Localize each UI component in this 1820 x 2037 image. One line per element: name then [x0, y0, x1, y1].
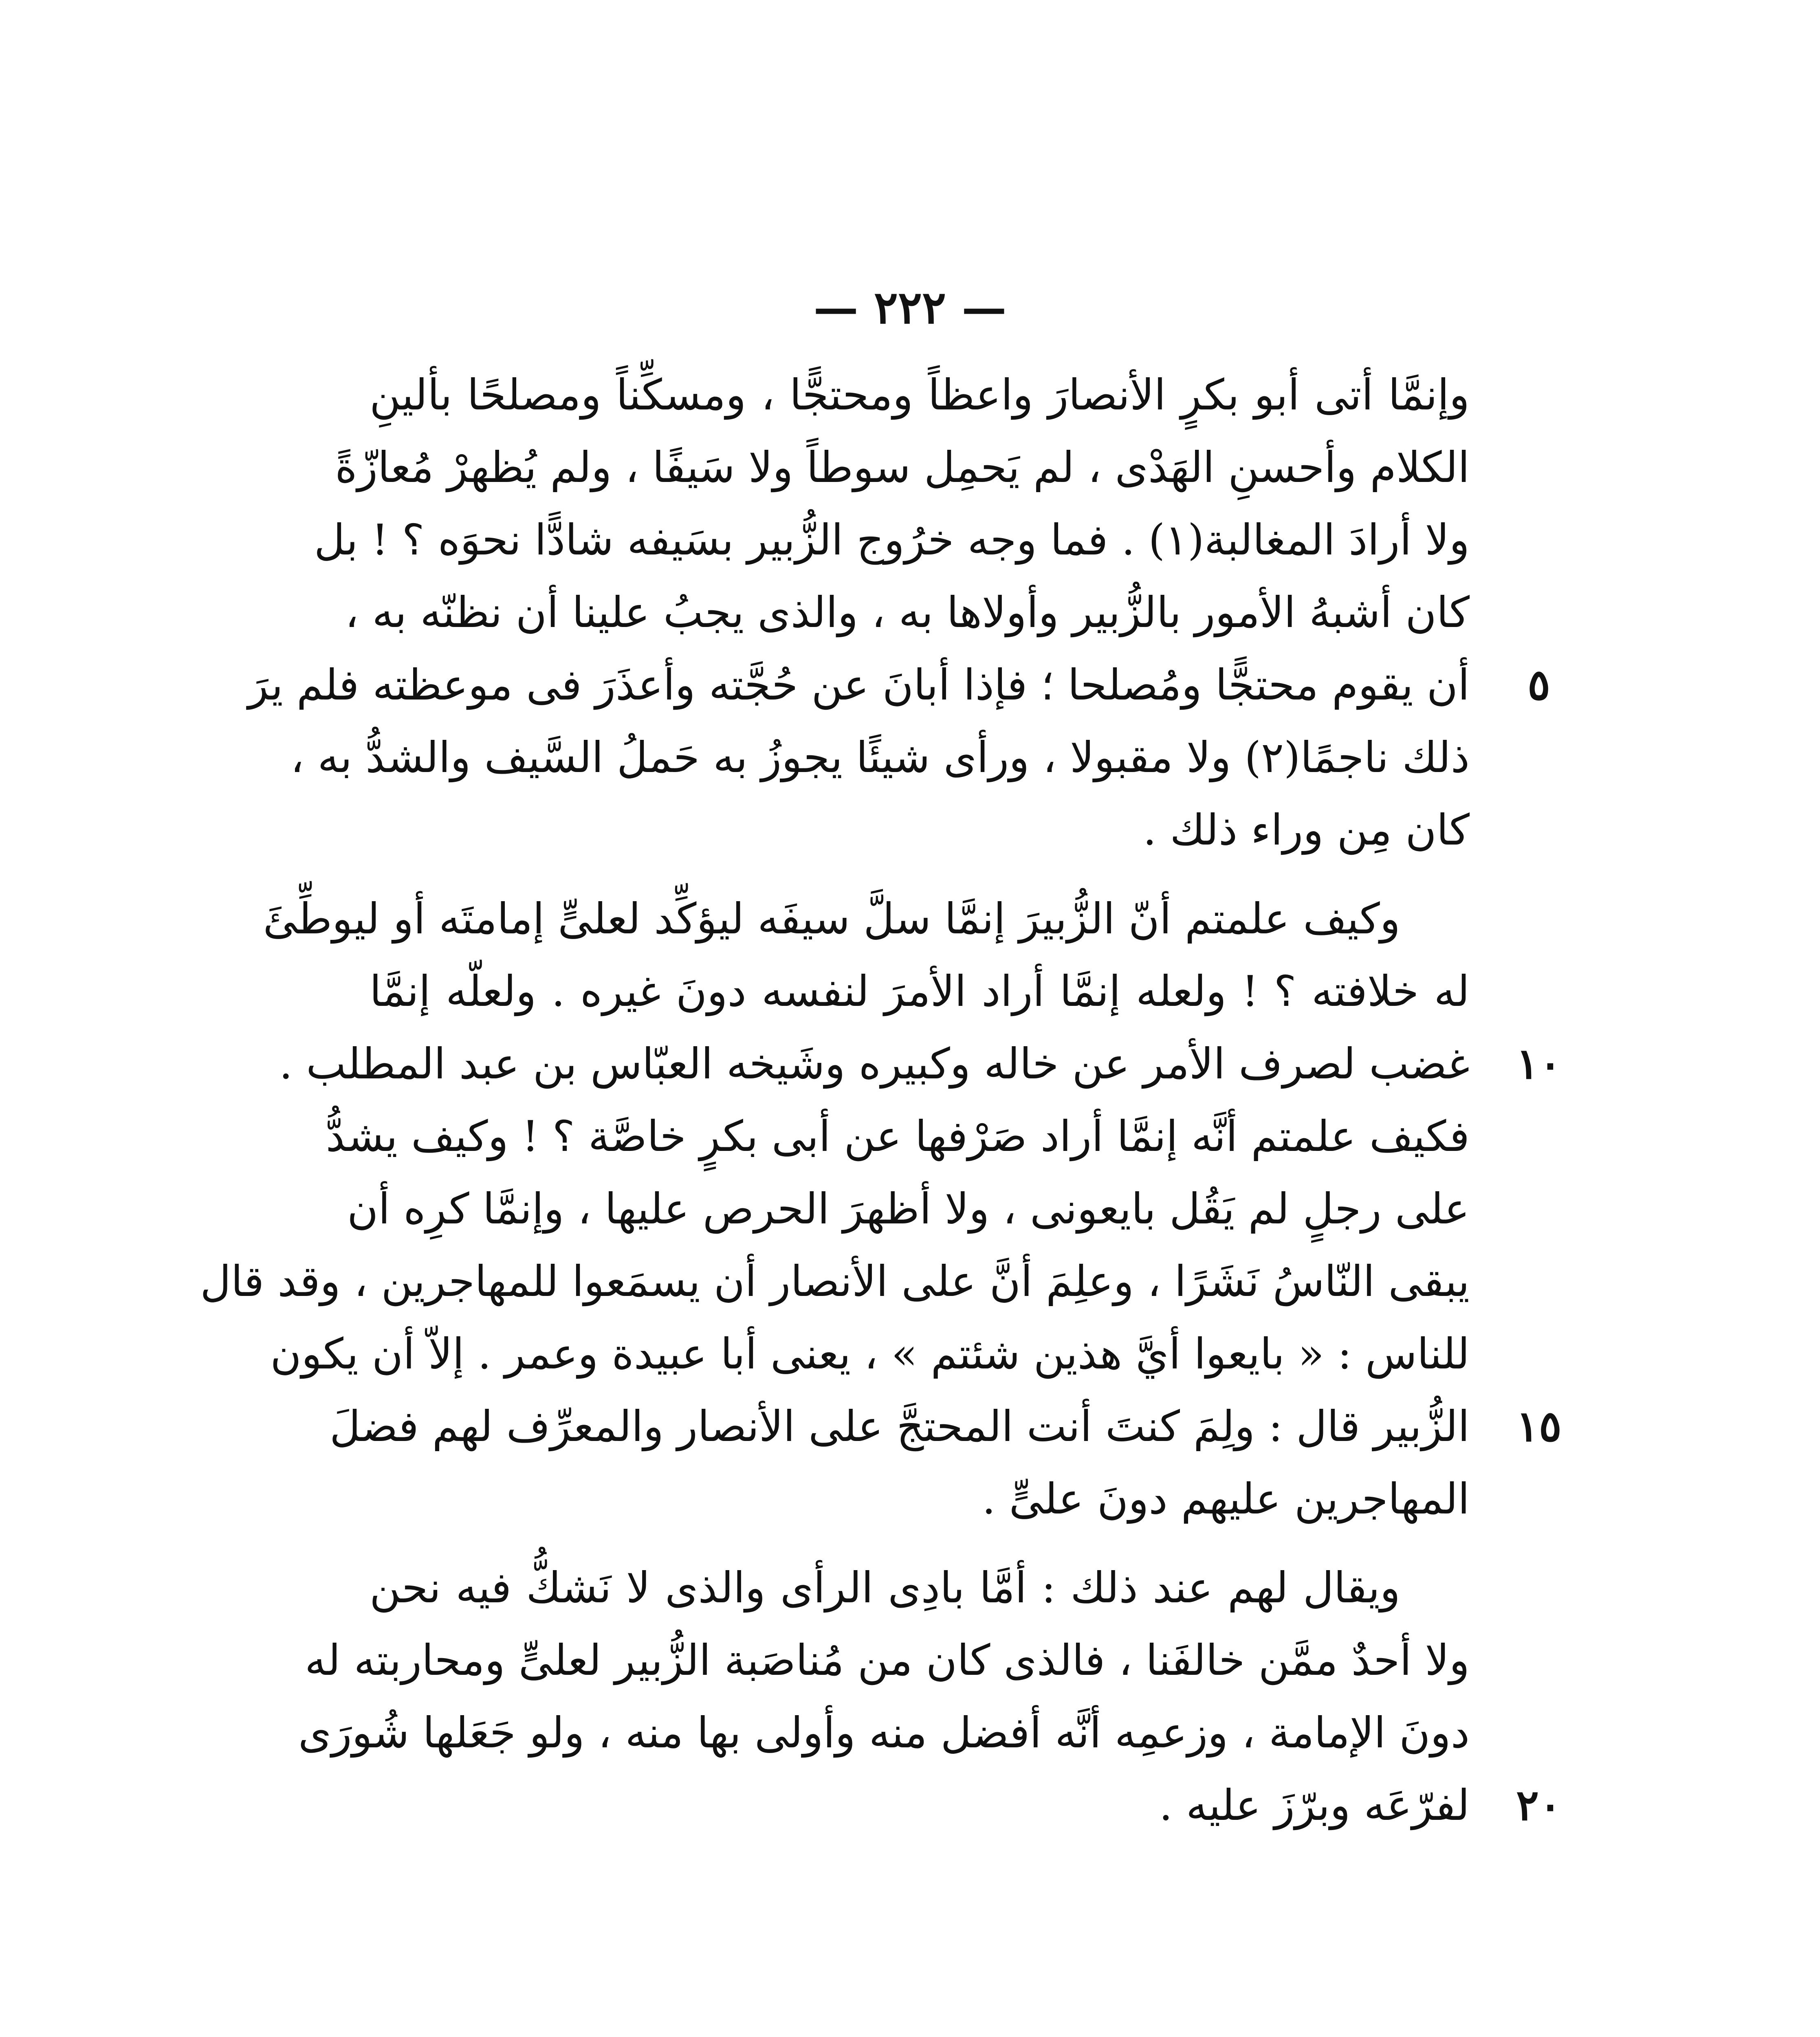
- text-line: [290, 721, 1470, 794]
- line-text: فكيف علمتم أنَّه إنمَّا أراد صَرْفها عن أبى بكرٍ خاصَّة ؟ ! وكيف يشدُّ: [326, 1111, 1470, 1161]
- text-line: [345, 576, 1470, 649]
- line-text: كان مِن وراء ذلك .: [1143, 805, 1470, 855]
- line-text: ولا أحدٌ ممَّن خالفَنا ، فالذى كان من مُناصَبة الزُّبير لعلىٍّ ومحاربته له: [305, 1635, 1470, 1685]
- text-line: [370, 1463, 1470, 1535]
- line-text: يبقى النّاسُ نَشَرًا ، وعلِمَ أنَّ على الأنصار أن يسمَعوا للمهاجرين ، وقد قال: [200, 1256, 1470, 1306]
- page-number: — ٢٢٢ —: [813, 281, 1007, 334]
- paragraph: [200, 882, 1562, 1535]
- line-text: لفرّعَه وبرّزَ عليه .: [1159, 1780, 1470, 1830]
- line-number: ١٥: [1516, 1401, 1562, 1451]
- line-number: ٢٠: [1516, 1780, 1562, 1830]
- text-line: [370, 359, 1470, 431]
- line-text: على رجلٍ لم يَقُل بايعونى ، ولا أظهرَ الحرص عليها ، وإنمَّا كرِه أن: [347, 1184, 1470, 1234]
- paragraph-gap: [370, 1535, 1470, 1551]
- text-line: [314, 504, 1470, 576]
- text-line: [335, 431, 1470, 504]
- line-number: ١٠: [1516, 1038, 1562, 1089]
- text-line: [326, 1100, 1470, 1172]
- line-text: غضب لصرف الأمر عن خاله وكبيره وشَيخه العبّاس بن عبد المطلب .: [279, 1039, 1470, 1089]
- text-line: [263, 882, 1470, 955]
- text-line: [330, 1390, 1562, 1463]
- paragraph: [298, 1551, 1562, 1841]
- text-line: [298, 1696, 1470, 1769]
- line-text: وإنمَّا أتى أبو بكرٍ الأنصارَ واعظاً ومحتجًّا ، ومسكِّناً ومصلحًا بألينِ: [370, 370, 1470, 420]
- line-number: ٥: [1527, 660, 1550, 710]
- text-line: [270, 1318, 1470, 1390]
- text-line: [279, 1027, 1562, 1100]
- line-text: ذلك ناجمًا(٢) ولا مقبولا ، ورأى شيئًا يجوزُ به حَملُ السَّيف والشدُّ به ،: [290, 733, 1470, 782]
- line-text: المهاجرين عليهم دونَ علىٍّ .: [982, 1474, 1470, 1524]
- line-text: ويقال لهم عند ذلك : أمَّا بادِى الرأى والذى لا نَشكُّ فيه نحن: [370, 1563, 1400, 1612]
- line-text: وكيف علمتم أنّ الزُّبيرَ إنمَّا سلَّ سيفَه ليؤكِّد لعلىٍّ إمامتَه أو ليوطِّئَ: [263, 894, 1400, 944]
- text-line: [248, 649, 1550, 721]
- paragraph-gap: [370, 866, 1470, 882]
- line-text: الزُّبير قال : ولِمَ كنتَ أنت المحتجَّ على الأنصار والمعرِّف لهم فضلَ: [330, 1401, 1470, 1451]
- paragraph: [248, 359, 1550, 866]
- text-line: [370, 1769, 1562, 1841]
- line-text: ولا أرادَ المغالبة(١) . فما وجه خرُوج الزُّبير بسَيفه شادًّا نحوَه ؟ ! بل: [314, 515, 1470, 565]
- line-text: له خلافته ؟ ! ولعله إنمَّا أراد الأمرَ لنفسه دونَ غيره . ولعلّه إنمَّا: [370, 966, 1470, 1016]
- line-text: للناس : « بايعوا أيَّ هذين شئتم » ، يعنى أبا عبيدة وعمر . إلاّ أن يكون: [270, 1329, 1470, 1379]
- line-text: أن يقوم محتجًّا ومُصلحا ؛ فإذا أبانَ عن حُجَّته وأعذَرَ فى موعظته فلم يرَ: [248, 660, 1470, 710]
- text-line: [370, 794, 1470, 866]
- line-text: الكلام وأحسنِ الهَدْى ، لم يَحمِل سوطاً ولا سَيفًا ، ولم يُظهرْ مُعازّةً: [335, 442, 1470, 492]
- text-line: [200, 1245, 1470, 1318]
- text-line: [370, 1551, 1470, 1624]
- text-line: [347, 1172, 1470, 1245]
- line-text: كان أشبهُ الأمور بالزُّبير وأولاها به ، والذى يجبُ علينا أن نظنّه به ،: [345, 587, 1470, 637]
- text-line: [305, 1624, 1470, 1696]
- line-text: دونَ الإمامة ، وزعمِه أنَّه أفضل منه وأولى بها منه ، ولو جَعَلها شُورَى: [298, 1708, 1470, 1758]
- text-line: [370, 955, 1470, 1027]
- body-text: [200, 359, 1562, 1841]
